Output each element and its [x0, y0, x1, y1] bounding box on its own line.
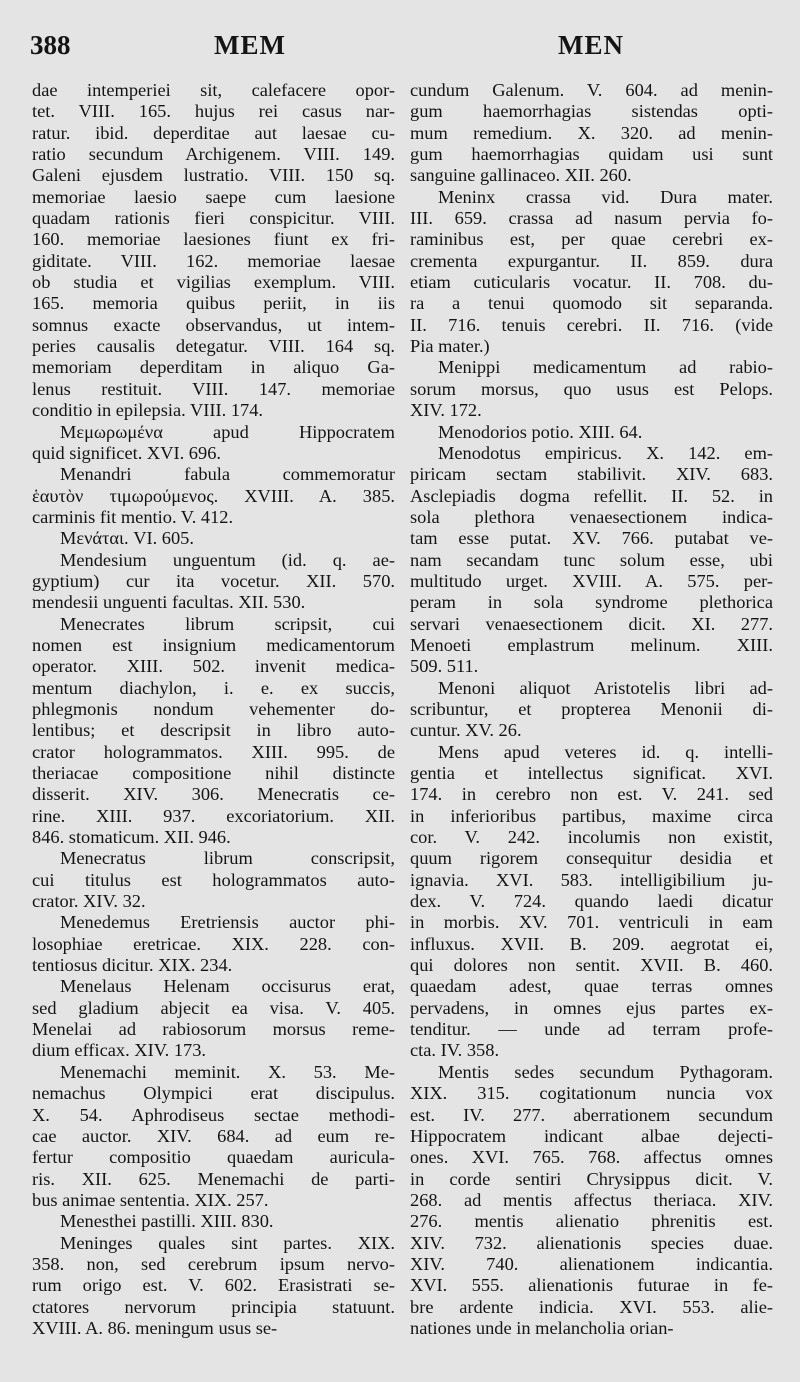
left-column-line: ob studia et vigilias exemplum. VIII.: [32, 272, 395, 293]
left-column-line: 165. memoria quibus periit, in iis: [32, 293, 395, 314]
left-column-line: somnus exacte observandus, ut intem-: [32, 314, 395, 335]
left-column-line: Menandri fabula commemoratur: [60, 464, 395, 485]
right-column-line: quaedam adest, quae terras omnes: [410, 976, 773, 997]
right-column-line: cundum Galenum. V. 604. ad menin-: [410, 80, 773, 100]
right-column-line: 174. in cerebro non est. V. 241. sed: [410, 784, 773, 805]
left-column-line: crator hologrammatos. XIII. 995. de: [32, 741, 395, 762]
left-column-line: quadam rationis fieri conspicitur. VIII.: [32, 208, 395, 229]
left-column-line: nemachus Olympici erat discipulus.: [32, 1083, 395, 1104]
right-column-line: crementa expurgantur. II. 859. dura: [410, 250, 773, 271]
right-column: [410, 80, 773, 1339]
left-column-line: Menelaus Helenam occisurus erat,: [60, 976, 395, 997]
left-column-line: Menecratus librum conscripsit,: [60, 848, 395, 869]
right-column-line: gum haemorrhagias quidam usi sunt: [410, 144, 773, 165]
left-column-line: phlegmonis nondum vehementer do-: [32, 698, 395, 719]
left-column-line: quid significet. XVI. 696.: [32, 442, 221, 463]
left-column-line: Μεμωρωμένα apud Hippocratem: [60, 421, 395, 442]
left-column-line: dium efficax. XIV. 173.: [32, 1040, 207, 1061]
left-column-line: fertur compositio quaedam auricula-: [32, 1147, 395, 1168]
right-column-line: est. IV. 277. aberrationem secundum: [410, 1104, 773, 1125]
right-column-line: Hippocratem indicant albae dejecti-: [410, 1125, 773, 1146]
right-column-line: tam esse putat. XV. 766. putabat ve-: [410, 528, 773, 549]
right-column-line: gentia et intellectus significat. XVI.: [410, 763, 773, 783]
right-column-line: nationes unde in melancholia orian-: [410, 1317, 674, 1338]
left-column-line: Menesthei pastilli. XIII. 830.: [60, 1211, 274, 1232]
right-column-line: influxus. XVII. B. 209. aegrotat ei,: [410, 933, 773, 954]
running-head-right: MEN: [558, 30, 624, 60]
right-column-line: gum haemorrhagias sistendas opti-: [410, 101, 773, 122]
right-column-line: Menoeti emplastrum melinum. XIII.: [410, 634, 773, 655]
left-column-line: carminis fit mentio. V. 412.: [32, 506, 234, 527]
page-header: [30, 30, 770, 66]
left-column-line: ris. XII. 625. Menemachi de parti-: [32, 1168, 395, 1189]
left-column-line: tentiosus dicitur. XIX. 234.: [32, 955, 233, 976]
right-column-line: II. 716. tenuis cerebri. II. 716. (vide: [410, 314, 773, 335]
right-column-line: sola plethora venaesectionem indica-: [410, 506, 773, 527]
right-column-line: cor. V. 242. incolumis non existit,: [410, 827, 773, 848]
left-column-line: nomen est insignium medicamentorum: [32, 634, 395, 655]
right-column-line: nam secandam tunc solum esse, ubi: [410, 549, 773, 570]
right-column-line: 268. ad mentis affectus theriaca. XIV.: [410, 1189, 773, 1210]
right-column-line: Asclepiadis dogma refellit. II. 52. in: [410, 485, 773, 506]
left-column-line: lenus restituit. VIII. 147. memoriae: [32, 378, 395, 399]
left-column-line: Meninges quales sint partes. XIX.: [60, 1232, 395, 1253]
right-column-line: peram in sola syndrome plethorica: [410, 592, 773, 613]
right-column-line: Pia mater.): [410, 336, 490, 357]
left-column-line: ratur. ibid. deperditae aut laesae cu-: [32, 122, 395, 143]
right-column-line: in morbis. XV. 701. ventriculi in eam: [410, 912, 773, 933]
right-column-line: servari venaesectionem dicit. XI. 277.: [410, 613, 773, 634]
right-column-line: ra a tenui quomodo sit separanda.: [410, 293, 773, 314]
right-column-line: XIV. 172.: [410, 400, 482, 421]
left-column-line: mendesii unguenti facultas. XII. 530.: [32, 592, 306, 613]
left-column-line: disserit. XIV. 306. Menecratis ce-: [32, 784, 395, 805]
left-column-line: Menecrates librum scripsit, cui: [60, 613, 395, 634]
left-column-line: Μενάται. VI. 605.: [60, 528, 194, 549]
right-column-line: ones. XVI. 765. 768. affectus omnes: [410, 1147, 773, 1168]
left-column-line: memoriam deperditam in aliquo Ga-: [32, 357, 395, 378]
right-column-line: Mens apud veteres id. q. intelli-: [438, 741, 773, 762]
page-number: 388: [30, 30, 71, 60]
right-column-line: bre ardente indicia. XVI. 553. alie-: [410, 1296, 773, 1317]
left-column-line: gyptium) cur ita vocetur. XII. 570.: [32, 570, 395, 591]
left-column-line: ratio secundum Archigenem. VIII. 149.: [32, 144, 395, 165]
left-column-line: sed gladium abjecit ea visa. V. 405.: [32, 997, 395, 1018]
running-head-left: MEM: [214, 30, 286, 60]
right-column-line: tenditur. — unde ad terram profe-: [410, 1019, 773, 1040]
left-column-line: conditio in epilepsia. VIII. 174.: [32, 400, 264, 421]
right-column-line: XVI. 555. alienationis futurae in fe-: [410, 1275, 773, 1296]
left-column-line: X. 54. Aphrodiseus sectae methodi-: [32, 1104, 395, 1125]
right-column-line: quum rigorem consequitur desidia et: [410, 848, 773, 869]
right-column-line: 509. 511.: [410, 656, 479, 677]
left-column-line: rum origo est. V. 602. Erasistrati se-: [32, 1275, 395, 1296]
right-column-line: mum remedium. X. 320. ad menin-: [410, 122, 773, 143]
left-column-line: cui titulus est hologrammatos auto-: [32, 869, 395, 890]
right-column-line: XIV. 740. alienationem indicantia.: [410, 1253, 773, 1274]
left-column-line: Menelai ad rabiosorum morsus reme-: [32, 1019, 395, 1040]
right-column-line: XIX. 315. cogitationum nuncia vox: [410, 1083, 773, 1104]
right-column-line: XIV. 732. alienationis species duae.: [410, 1232, 773, 1253]
left-column-line: tet. VIII. 165. hujus rei casus nar-: [32, 101, 395, 122]
left-column-line: losophiae eretricae. XIX. 228. con-: [32, 933, 395, 954]
left-column-line: peries causalis detegatur. VIII. 164 sq.: [32, 336, 395, 357]
right-column-line: Menippi medicamentum ad rabio-: [438, 357, 773, 378]
right-column-line: in corde sentiri Chrysippus dicit. V.: [410, 1168, 773, 1189]
right-column-line: in inferioribus partibus, maxime circa: [410, 805, 773, 826]
right-column-line: raminibus est, per quae cerebri ex-: [410, 229, 773, 250]
right-column-line: Menoni aliquot Aristotelis libri ad-: [438, 677, 773, 698]
right-column-line: multitudo urget. XVIII. A. 575. per-: [410, 570, 773, 591]
right-column-line: sorum morsus, quo usus est Pelops.: [410, 378, 773, 399]
left-column-line: ctatores nervorum principia statuunt.: [32, 1296, 395, 1317]
left-column-line: operator. XIII. 502. invenit medica-: [32, 656, 395, 677]
right-column-line: sanguine gallinaceo. XII. 260.: [410, 165, 632, 186]
left-column-line: Galeni ejusdem lustratio. VIII. 150 sq.: [32, 165, 395, 186]
right-column-line: Meninx crassa vid. Dura mater.: [438, 186, 773, 207]
left-column-line: mentum diachylon, i. e. ex succis,: [32, 677, 395, 698]
left-column-line: Menedemus Eretriensis auctor phi-: [60, 912, 395, 933]
right-column-line: piricam sectam stabilivit. XIV. 683.: [410, 464, 773, 485]
right-column-line: scribuntur, et propterea Menonii di-: [410, 698, 773, 719]
left-column-line: 846. stomaticum. XII. 946.: [32, 827, 231, 848]
right-column-line: III. 659. crassa ad nasum pervia fo-: [410, 208, 773, 229]
right-column-line: pervadens, in omnes ejus partes ex-: [410, 997, 773, 1018]
left-column-line: giditate. VIII. 162. memoriae laesae: [32, 250, 395, 271]
left-column-line: ἑαυτὸν τιμωρούμενος. XVIII. A. 385.: [32, 485, 395, 506]
right-column-line: ignavia. XVI. 583. intelligibilium ju-: [410, 869, 773, 890]
left-column-line: rine. XIII. 937. excoriatorium. XII.: [32, 805, 395, 826]
left-column-line: 160. memoriae laesiones fiunt ex fri-: [32, 229, 395, 250]
left-column-line: Mendesium unguentum (id. q. ae-: [60, 549, 395, 570]
right-column-line: dex. V. 724. quando laedi dicatur: [410, 891, 773, 912]
right-column-line: etiam cuticularis vocatur. II. 708. du-: [410, 272, 773, 293]
left-column: [32, 80, 395, 1339]
left-column-line: XVIII. A. 86. meningum usus se-: [32, 1317, 278, 1338]
left-column-line: lentibus; et descripsit in libro auto-: [32, 720, 395, 741]
right-column-line: 276. mentis alienatio phrenitis est.: [410, 1211, 773, 1232]
right-column-line: cuntur. XV. 26.: [410, 720, 522, 741]
left-column-line: Menemachi meminit. X. 53. Me-: [60, 1061, 395, 1082]
left-column-line: 358. non, sed cerebrum ipsum nervo-: [32, 1253, 395, 1274]
left-column-line: cae auctor. XIV. 684. ad eum re-: [32, 1125, 395, 1146]
right-column-line: Menodotus empiricus. X. 142. em-: [438, 442, 773, 463]
left-column-line: memoriae laesio saepe cum laesione: [32, 186, 395, 207]
right-column-line: Menodorios potio. XIII. 64.: [438, 421, 643, 442]
right-column-line: cta. IV. 358.: [410, 1040, 500, 1061]
right-column-line: Mentis sedes secundum Pythagoram.: [438, 1061, 773, 1082]
left-column-line: crator. XIV. 32.: [32, 891, 146, 912]
left-column-line: theriacae compositione nihil distincte: [32, 763, 395, 783]
right-column-line: qui dolores non sentit. XVII. B. 460.: [410, 955, 773, 976]
left-column-line: bus animae sententia. XIX. 257.: [32, 1189, 269, 1210]
left-column-line: dae intemperiei sit, calefacere opor-: [32, 80, 395, 100]
